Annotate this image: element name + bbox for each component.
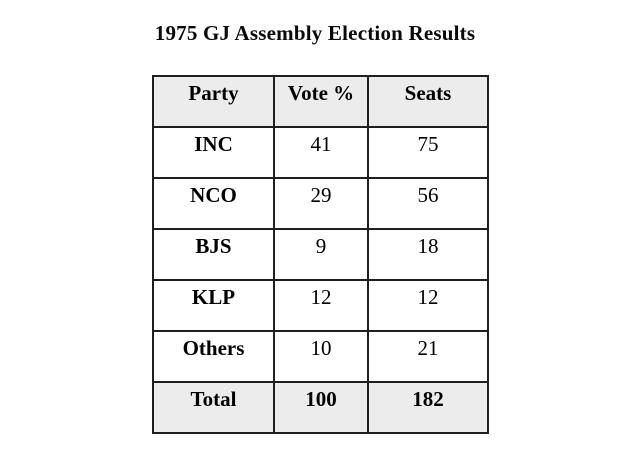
party-cell: INC <box>153 127 274 178</box>
seats-cell: 56 <box>368 178 488 229</box>
seats-cell: 21 <box>368 331 488 382</box>
seats-cell: 75 <box>368 127 488 178</box>
vote-percent-cell: 9 <box>274 229 368 280</box>
party-cell: KLP <box>153 280 274 331</box>
vote-percent-cell: 29 <box>274 178 368 229</box>
column-header-seats: Seats <box>368 76 488 127</box>
column-header-vote-percent: Vote % <box>274 76 368 127</box>
table-row-klp <box>153 280 488 331</box>
seats-cell: 12 <box>368 280 488 331</box>
table-row-nco <box>153 178 488 229</box>
column-header-party: Party <box>153 76 274 127</box>
vote-percent-cell: 41 <box>274 127 368 178</box>
total-seats-cell: 182 <box>368 382 488 433</box>
total-vote-percent-cell: 100 <box>274 382 368 433</box>
election-results-table <box>152 75 489 434</box>
vote-percent-cell: 10 <box>274 331 368 382</box>
party-cell: BJS <box>153 229 274 280</box>
vote-percent-cell: 12 <box>274 280 368 331</box>
table-row-inc <box>153 127 488 178</box>
page-title: 1975 GJ Assembly Election Results <box>154 21 476 45</box>
total-row <box>153 382 488 433</box>
total-label-cell: Total <box>153 382 274 433</box>
party-cell: Others <box>153 331 274 382</box>
header-row <box>153 76 488 127</box>
party-cell: NCO <box>153 178 274 229</box>
table-row-others <box>153 331 488 382</box>
table-row-bjs <box>153 229 488 280</box>
seats-cell: 18 <box>368 229 488 280</box>
